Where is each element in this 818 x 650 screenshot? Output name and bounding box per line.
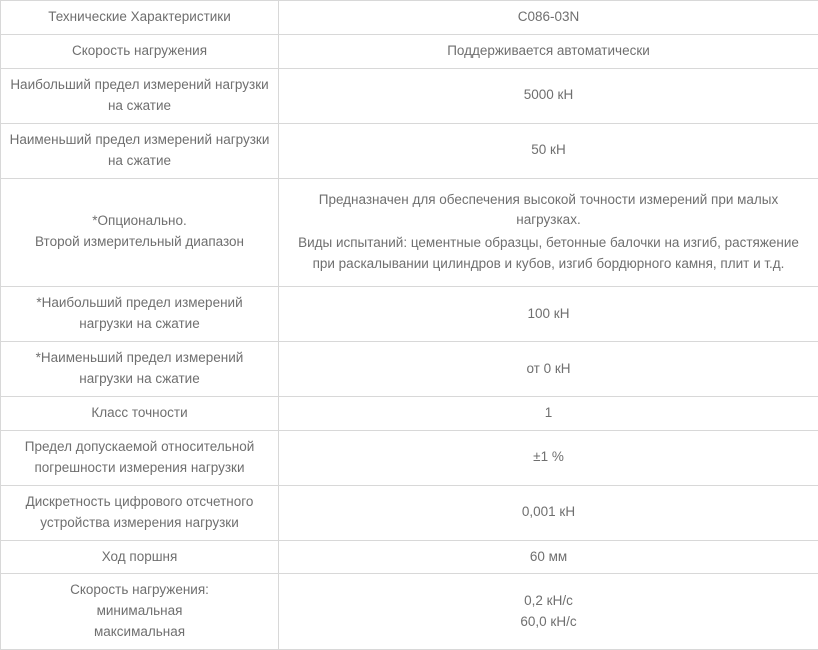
table-row	[1, 34, 818, 68]
row-value-line: 100 кН	[293, 304, 804, 325]
table-row	[1, 574, 818, 650]
row-value-line: 5000 кН	[293, 85, 804, 106]
row-value-line: ±1 %	[293, 447, 804, 468]
row-value-cell	[279, 396, 818, 430]
row-label-cell	[1, 574, 279, 650]
table-row	[1, 485, 818, 540]
table-row	[1, 430, 818, 485]
row-label-cell	[1, 342, 279, 397]
table-header-label: Технические Характеристики	[9, 7, 270, 28]
row-label-line: *Опционально.	[9, 211, 270, 232]
table-header-model: C086-03N	[293, 7, 804, 28]
row-label-line: максимальная	[9, 622, 270, 643]
row-value-cell	[279, 123, 818, 178]
table-row	[1, 396, 818, 430]
table-row	[1, 342, 818, 397]
row-value-cell	[279, 287, 818, 342]
row-value-line: Поддерживается автоматически	[293, 41, 804, 62]
row-value-cell	[279, 178, 818, 287]
row-label-cell	[1, 68, 279, 123]
row-value-cell	[279, 540, 818, 574]
row-label-line: минимальная	[9, 601, 270, 622]
row-value-line: 0,2 кН/с	[293, 591, 804, 612]
row-label-line: Второй измерительный диапазон	[9, 232, 270, 253]
table-row	[1, 178, 818, 287]
table-header-row	[1, 1, 818, 35]
row-value-line: 60 мм	[293, 547, 804, 568]
row-label-line: погрешности измерения нагрузки	[9, 458, 270, 479]
row-label-line: устройства измерения нагрузки	[9, 513, 270, 534]
row-label-line: Скорость нагружения:	[9, 580, 270, 601]
row-value-cell	[279, 342, 818, 397]
row-label-cell	[1, 123, 279, 178]
row-value-cell	[279, 68, 818, 123]
specifications-table-body	[1, 1, 818, 650]
row-value-line: 60,0 кН/с	[293, 612, 804, 633]
row-label-line: Класс точности	[9, 403, 270, 424]
row-value-paragraph: Виды испытаний: цементные образцы, бетонные балочки на изгиб, растяжение при раскалывании цилиндров и кубов, изгиб бордюрного камня, плит и т.д.	[293, 233, 804, 275]
row-value-cell	[279, 485, 818, 540]
row-label-line: нагрузки на сжатие	[9, 369, 270, 390]
row-label-cell	[1, 178, 279, 287]
row-label-cell	[1, 287, 279, 342]
row-label-cell	[1, 485, 279, 540]
table-row	[1, 287, 818, 342]
row-value-cell	[279, 430, 818, 485]
row-label-line: *Наибольший предел измерений	[9, 293, 270, 314]
row-label-line: Дискретность цифрового отсчетного	[9, 492, 270, 513]
row-value-line: от 0 кН	[293, 359, 804, 380]
row-label-cell	[1, 540, 279, 574]
row-label-cell	[1, 34, 279, 68]
row-label-line: на сжатие	[9, 151, 270, 172]
table-header-label-cell	[1, 1, 279, 35]
table-header-model-cell	[279, 1, 818, 35]
row-label-line: Ход поршня	[9, 547, 270, 568]
table-row	[1, 540, 818, 574]
row-label-line: Предел допускаемой относительной	[9, 437, 270, 458]
row-label-line: Скорость нагружения	[9, 41, 270, 62]
row-label-line: *Наименьший предел измерений	[9, 348, 270, 369]
row-value-line: 1	[293, 403, 804, 424]
row-label-cell	[1, 396, 279, 430]
row-label-line: Наименьший предел измерений нагрузки	[9, 130, 270, 151]
row-label-line: на сжатие	[9, 96, 270, 117]
row-value-cell	[279, 574, 818, 650]
row-value-cell	[279, 34, 818, 68]
row-label-cell	[1, 430, 279, 485]
row-value-line: 0,001 кН	[293, 502, 804, 523]
row-value-paragraph: Предназначен для обеспечения высокой точности измерений при малых нагрузках.	[293, 190, 804, 232]
table-row	[1, 123, 818, 178]
row-label-line: нагрузки на сжатие	[9, 314, 270, 335]
table-row	[1, 68, 818, 123]
row-label-line: Наибольший предел измерений нагрузки	[9, 75, 270, 96]
row-value-line: 50 кН	[293, 140, 804, 161]
